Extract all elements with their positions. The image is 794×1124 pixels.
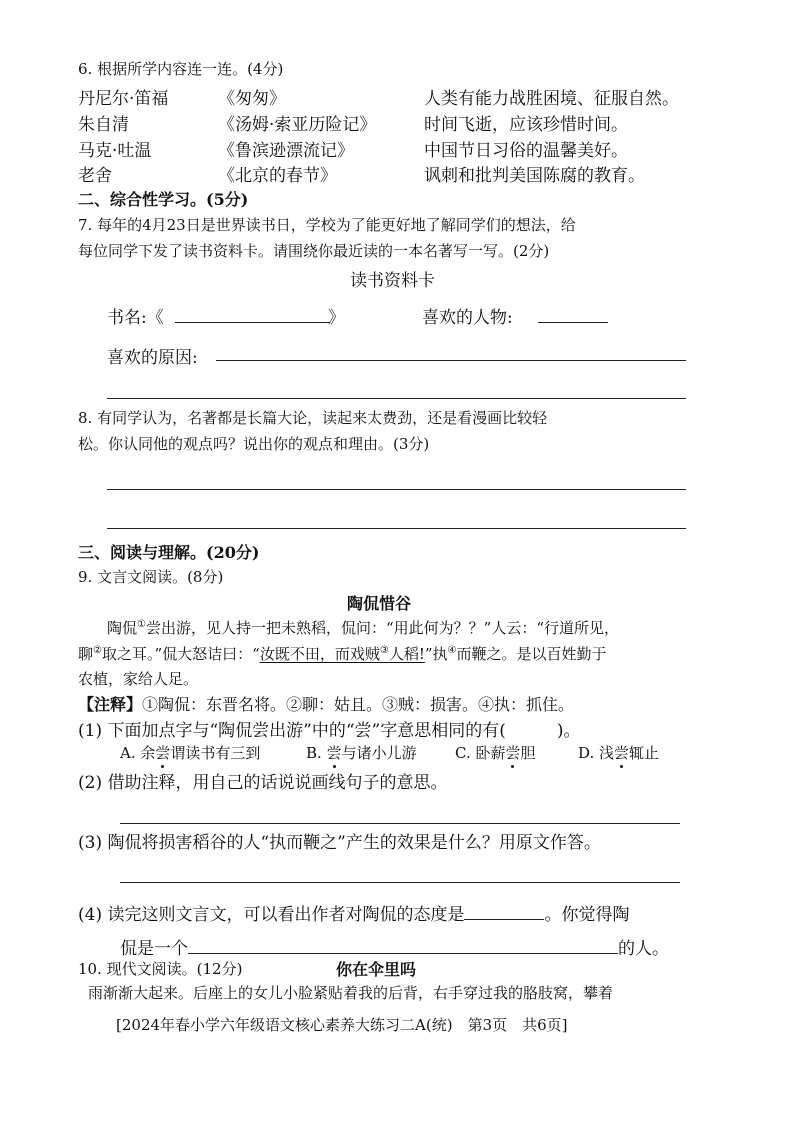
q9-sub-question-4-cont: 侃是一个 的人。 <box>120 939 669 959</box>
option-a[interactable]: A. 余尝谓读书有三到 <box>120 744 261 762</box>
q6-theme-4: 讽刺和批判美国陈腐的教育。 <box>424 166 645 186</box>
q6-author-4: 老舍 <box>78 166 112 186</box>
q8-answer-line-2[interactable] <box>107 528 686 529</box>
page-footer: [2024年春小学六年级语文核心素养大练习二A(统) 第3页 共6页] <box>116 1016 568 1034</box>
option-c[interactable]: C. 卧薪尝胆 <box>455 744 536 762</box>
q7-line-1: 7. 每年的4月23日是世界读书日，学校为了能更好地了解同学们的想法，给 <box>78 216 576 234</box>
q10-passage-line-1: 雨渐渐大起来。后座上的女儿小脸紧贴着我的后背，右手穿过我的胳肢窝，攀着 <box>88 984 614 1002</box>
q9-passage-line-3: 农植，家给人足。 <box>78 670 199 688</box>
q6-theme-3: 中国节日习俗的温馨美好。 <box>424 141 628 161</box>
attitude-blank[interactable] <box>464 905 544 920</box>
book-name-field[interactable] <box>175 322 330 323</box>
q10-title: 10. 现代文阅读。(12分) <box>78 960 243 978</box>
q9-sub-question-4: (4) 读完这则文言文，可以看出作者对陶侃的态度是 。你觉得陶 <box>78 905 630 925</box>
favorite-character-label: 喜欢的人物: <box>422 308 513 328</box>
q6-author-2: 朱自清 <box>78 115 129 135</box>
option-d[interactable]: D. 浅尝辄止 <box>578 744 660 762</box>
reason-field-line-1[interactable] <box>216 360 686 361</box>
q6-work-4: 《北京的春节》 <box>218 166 337 186</box>
q9-passage-line-1: 陶侃①尝出游，见人持一把未熟稻，侃问：“用此何为？？”人云：“行道所见， <box>107 619 619 637</box>
book-name-close: 》 <box>328 308 345 328</box>
person-description-blank[interactable] <box>188 939 618 954</box>
q7-line-2: 每位同学下发了读书资料卡。请围绕你最近读的一本名著写一写。(2分) <box>78 242 550 260</box>
q6-work-3: 《鲁滨逊漂流记》 <box>218 141 354 161</box>
option-b[interactable]: B. 尝与诸小儿游 <box>306 744 417 762</box>
q6-theme-1: 人类有能力战胜困境、征服自然。 <box>424 89 679 109</box>
q6-work-1: 《匆匆》 <box>218 89 286 109</box>
reason-label: 喜欢的原因: <box>107 348 198 368</box>
q6-title: 6. 根据所学内容连一连。(4分) <box>78 60 284 78</box>
q8-line-1: 8. 有同学认为，名著都是长篇大论，读起来太费劲，还是看漫画比较轻 <box>78 409 548 427</box>
book-name-label: 书名:《 <box>107 308 164 328</box>
q6-author-3: 马克·吐温 <box>78 141 152 161</box>
q8-answer-line-1[interactable] <box>107 489 686 490</box>
q9-sub3-answer-line[interactable] <box>120 882 680 883</box>
reading-card-title: 读书资料卡 <box>350 271 435 291</box>
q9-sub-question-1: (1) 下面加点字与“陶侃尝出游”中的“尝”字意思相同的有( )。 <box>78 721 581 741</box>
q9-passage-title: 陶侃惜谷 <box>347 594 412 613</box>
q10-passage-title: 你在伞里吗 <box>336 960 417 979</box>
q6-theme-2: 时间飞逝，应该珍惜时间。 <box>424 115 628 135</box>
section-3-heading: 三、阅读与理解。(20分) <box>78 543 260 562</box>
q9-sub-question-3: (3) 陶侃将损害稻谷的人“执而鞭之”产生的效果是什么？用原文作答。 <box>78 833 601 853</box>
q9-sub-question-2: (2) 借助注释，用自己的话说说画线句子的意思。 <box>78 773 448 793</box>
q6-author-1: 丹尼尔·笛福 <box>78 89 169 109</box>
q6-work-2: 《汤姆·索亚历险记》 <box>218 115 377 135</box>
q9-notes: 【注释】①陶侃：东晋名将。②聊：姑且。③贼：损害。④执：抓住。 <box>78 695 575 714</box>
q8-line-2: 松。你认同他的观点吗？说出你的观点和理由。(3分) <box>78 435 430 453</box>
q9-sub2-answer-line[interactable] <box>120 823 680 824</box>
reason-field-line-2[interactable] <box>107 398 686 399</box>
section-2-heading: 二、综合性学习。(5分) <box>78 190 249 209</box>
q9-title: 9. 文言文阅读。(8分) <box>78 568 224 586</box>
underlined-sentence: 汝既不田，而戏贼③人稻! <box>259 645 425 663</box>
favorite-character-field[interactable] <box>538 322 608 323</box>
q9-passage-line-2: 聊②取之耳。”侃大怒诘曰：“汝既不田，而戏贼③人稻!”执④而鞭之。是以百姓勤于 <box>78 645 607 663</box>
